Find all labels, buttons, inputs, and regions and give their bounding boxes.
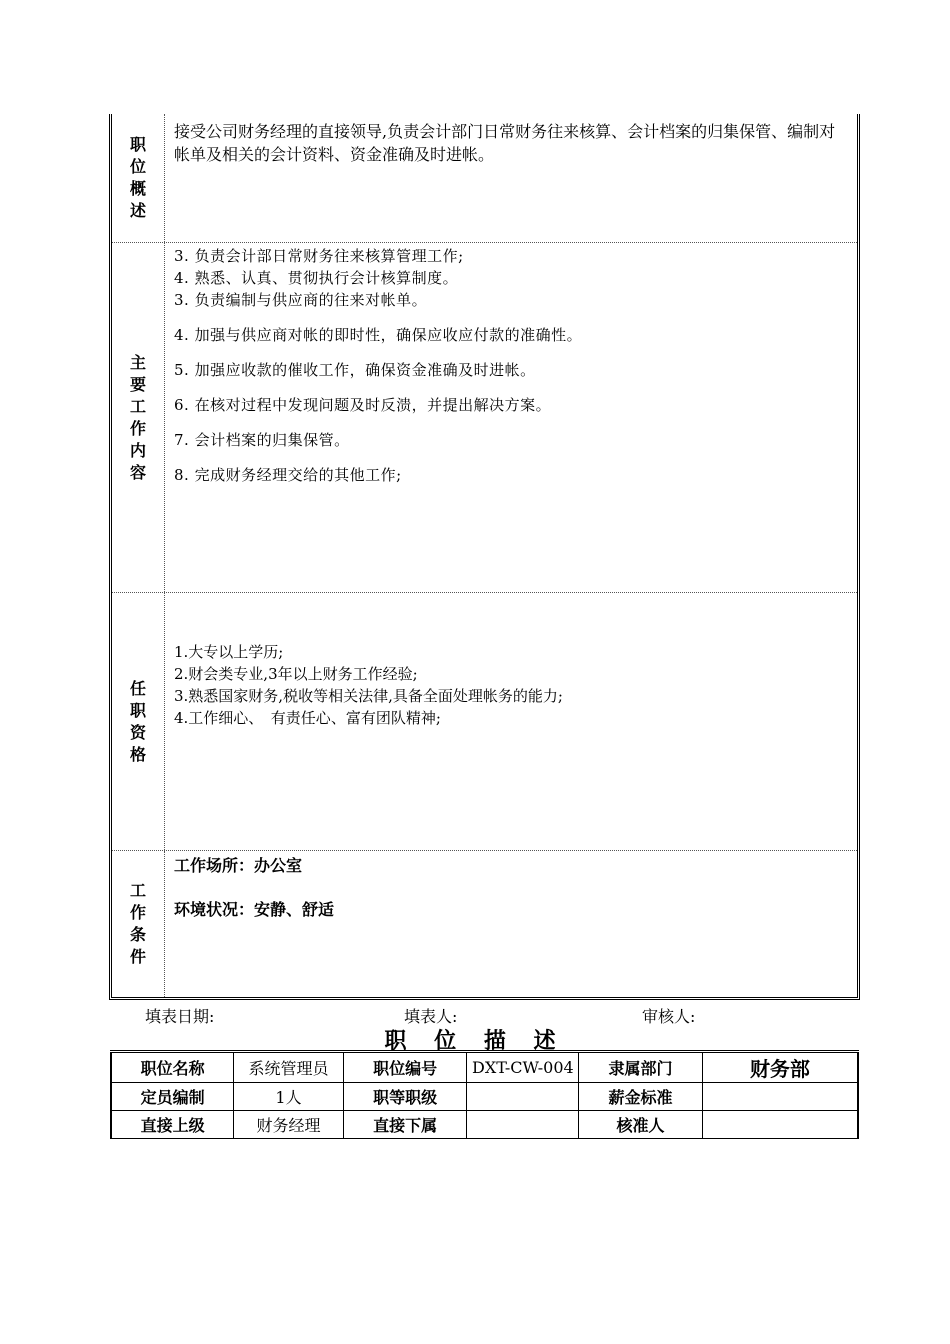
duties-label-cell <box>112 243 165 592</box>
qualifications-row <box>112 593 857 850</box>
table-row <box>111 1083 858 1111</box>
supervisor-label: 直接上级 <box>111 1111 234 1139</box>
qualifications-label-cell <box>112 593 165 850</box>
work-environment: 环境状况：安静、舒适 <box>174 900 335 919</box>
department-label: 隶属部门 <box>579 1052 703 1083</box>
salary-label: 薪金标准 <box>579 1083 703 1111</box>
salary-value <box>702 1083 858 1111</box>
duty-item: 5. 加强应收款的催收工作，确保资金准确及时进帐。 <box>174 361 536 379</box>
conditions-content-cell <box>165 851 857 997</box>
work-place: 工作场所：办公室 <box>174 856 303 875</box>
document-title: 职 位 描 述 <box>384 1029 566 1054</box>
duty-item: 4. 熟悉、认真、贯彻执行会计核算制度。 <box>174 269 459 287</box>
duty-item: 3. 负责编制与供应商的往来对帐单。 <box>174 291 428 309</box>
duty-item: 7. 会计档案的归集保管。 <box>174 431 350 449</box>
grade-value <box>467 1083 579 1111</box>
summary-row <box>112 114 857 242</box>
position-code-label: 职位编号 <box>343 1052 467 1083</box>
qualification-item: 4.工作细心、 有责任心、富有团队精神; <box>174 709 441 727</box>
duty-item: 4. 加强与供应商对帐的即时性，确保应收应付款的准确性。 <box>174 326 583 344</box>
headcount-value: 1人 <box>234 1083 344 1111</box>
supervisor-value: 财务经理 <box>234 1111 344 1139</box>
fill-date-label: 填表日期: <box>145 1007 215 1026</box>
duty-item: 6. 在核对过程中发现问题及时反溃，并提出解决方案。 <box>174 396 552 414</box>
summary-label-cell <box>112 114 165 242</box>
conditions-label-cell <box>112 851 165 997</box>
department-value: 财务部 <box>702 1052 858 1083</box>
approver-value <box>702 1111 858 1139</box>
qualification-item: 1.大专以上学历; <box>174 643 284 661</box>
qualifications-list <box>174 641 849 729</box>
qualification-item: 2.财会类专业,3年以上财务工作经验; <box>174 665 418 683</box>
table-row <box>111 1111 858 1139</box>
grade-label: 职等职级 <box>343 1083 467 1111</box>
qualification-item: 3.熟悉国家财务,税收等相关法律,具备全面处理帐务的能力; <box>174 687 563 705</box>
subordinate-value <box>467 1111 579 1139</box>
job-description-frame <box>109 114 860 1000</box>
qualifications-content-cell <box>165 593 857 850</box>
duty-item: 3. 负责会计部日常财务往来核算管理工作; <box>174 247 464 265</box>
position-info-table <box>110 1050 859 1139</box>
position-code-value: DXT-CW-004 <box>467 1052 579 1083</box>
filler-label: 填表人: <box>404 1007 458 1026</box>
table-row <box>111 1052 858 1083</box>
subordinate-label: 直接下属 <box>343 1111 467 1139</box>
position-name-value: 系统管理员 <box>234 1052 344 1083</box>
duties-row <box>112 243 857 592</box>
conditions-row <box>112 851 857 997</box>
qualifications-label: 任职资格 <box>129 678 146 764</box>
summary-label: 职位概述 <box>129 135 146 220</box>
duty-item: 8. 完成财务经理交给的其他工作; <box>174 466 402 484</box>
summary-content-cell <box>165 114 857 242</box>
position-name-label: 职位名称 <box>111 1052 234 1083</box>
conditions-label: 工作条件 <box>129 881 146 966</box>
reviewer-label: 审核人: <box>642 1007 696 1026</box>
summary-text: 接受公司财务经理的直接领导,负责会计部门日常财务往来核算、会计档案的归集保管、编制对帐单及相关的会计资料、资金准确及时进帐。 <box>174 122 836 164</box>
headcount-label: 定员编制 <box>111 1083 234 1111</box>
approver-label: 核准人 <box>579 1111 703 1139</box>
duties-label: 主要工作内容 <box>129 352 146 482</box>
duties-content-cell <box>165 243 857 592</box>
